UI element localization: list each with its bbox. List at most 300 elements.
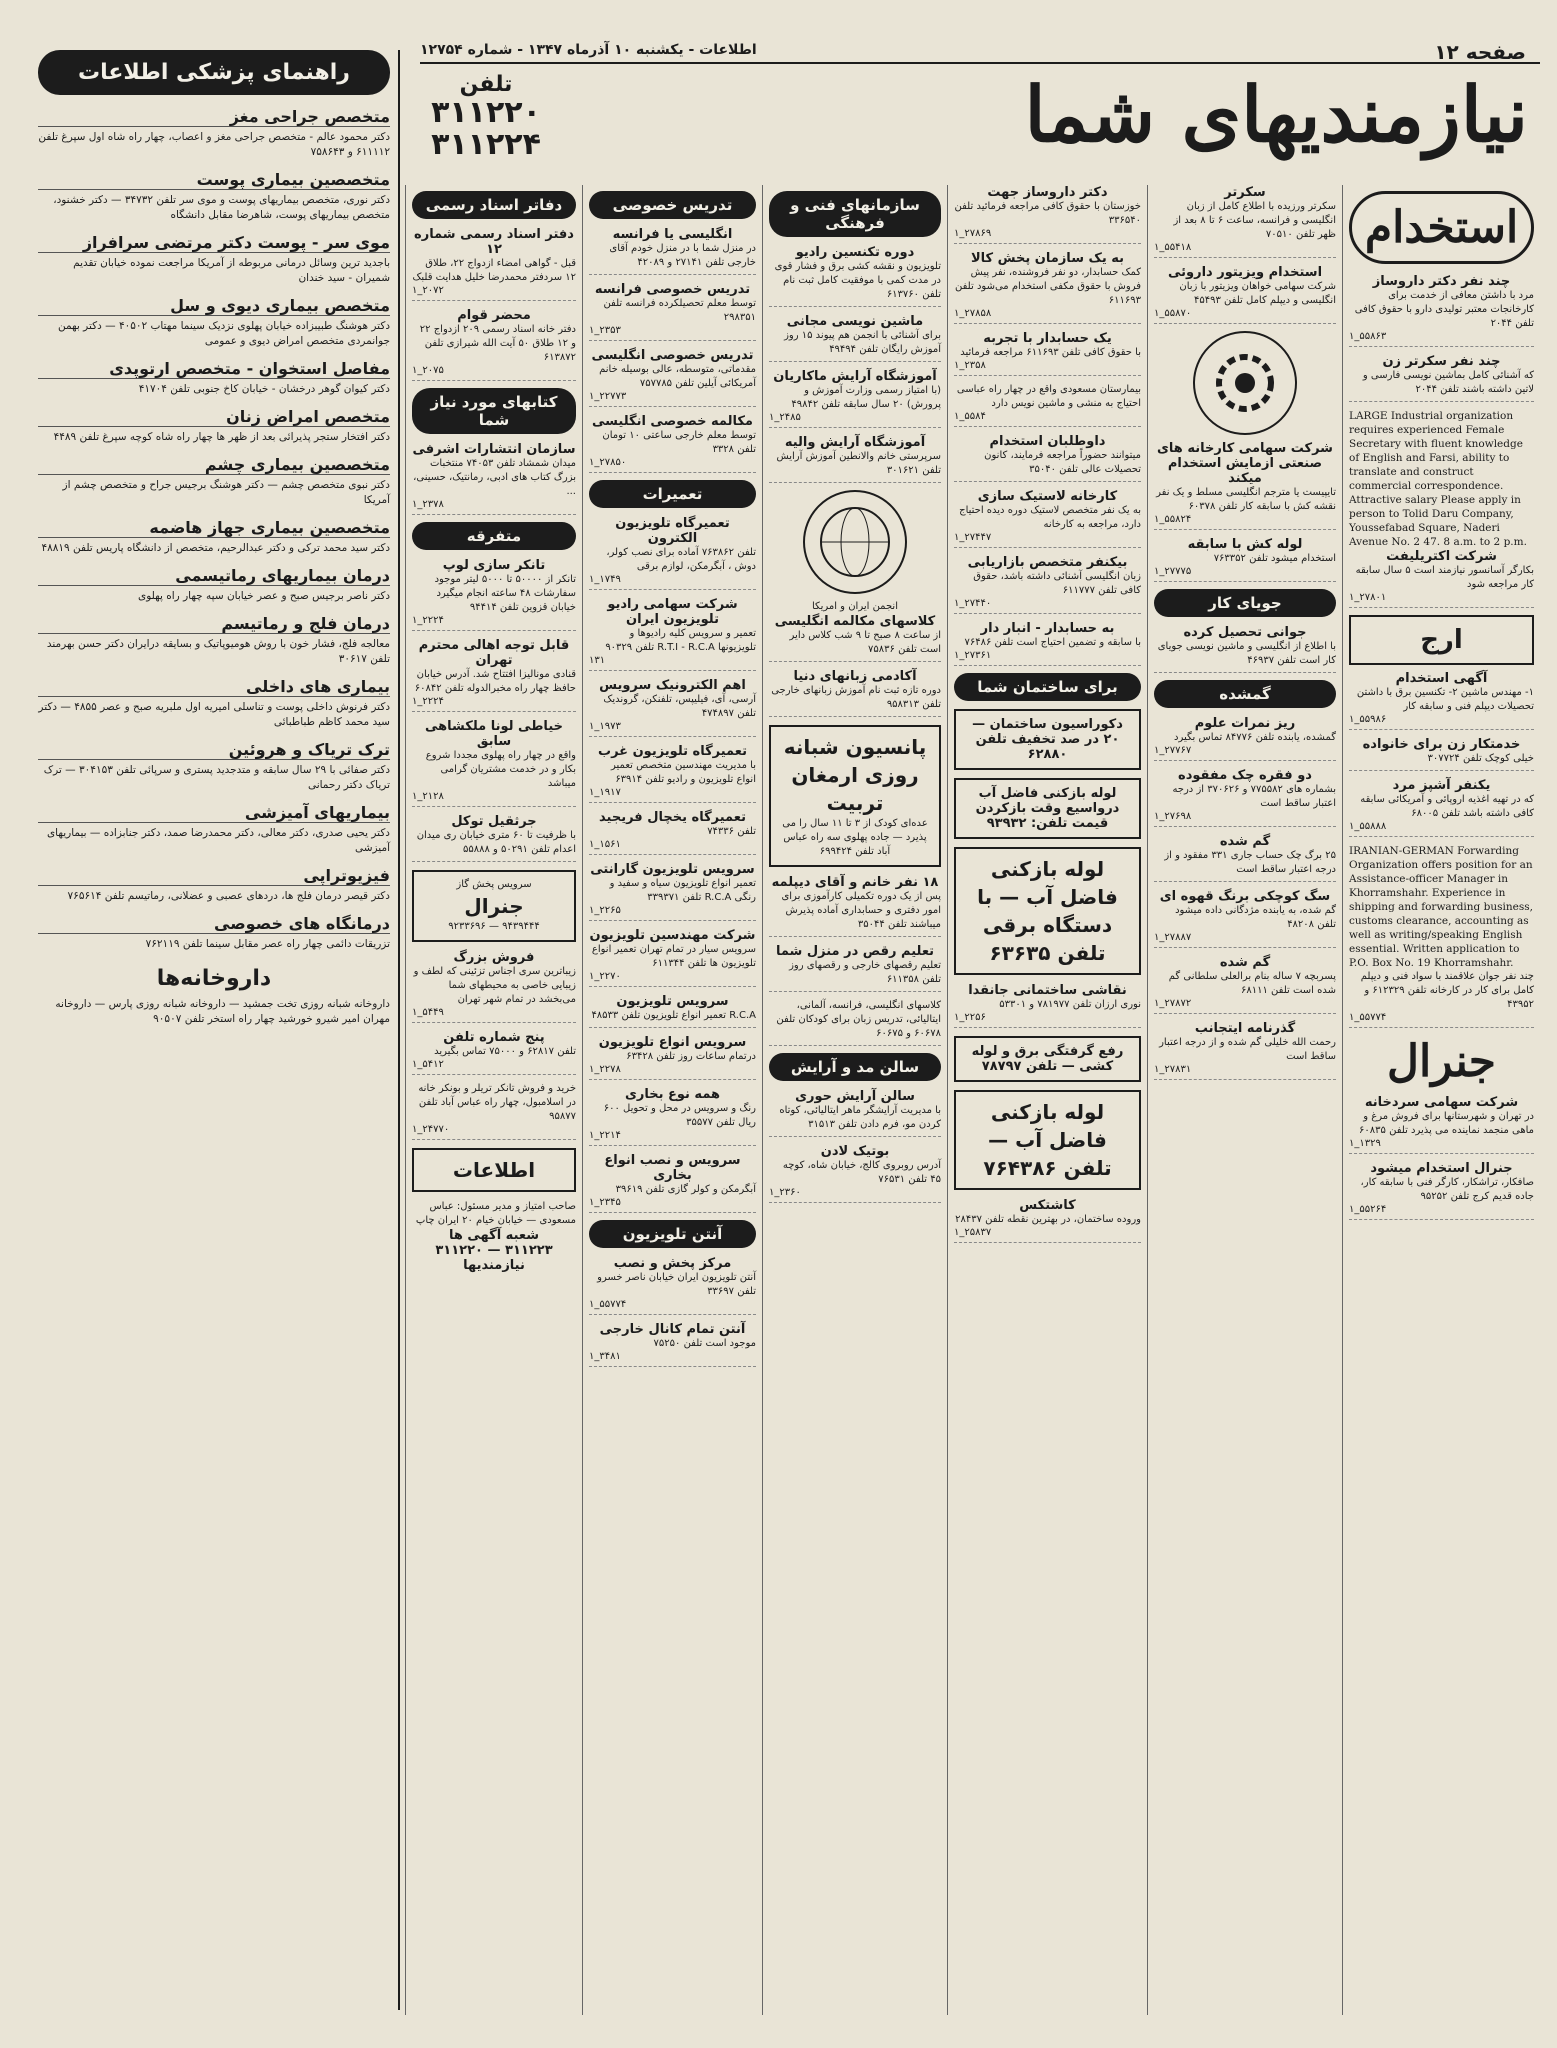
classified-ad	[412, 308, 576, 381]
ad-code: ۵۵۸۷۰_۱	[1154, 308, 1192, 319]
arj-logo: ارج	[1349, 615, 1534, 665]
classified-ad	[1154, 834, 1336, 882]
ad-list	[1154, 716, 1336, 1080]
medical-section-body: دکتر محمود عالم - متخصص جراحی مغز و اعصاب، چهار راه شاه اول سپرغ تلفن ۶۱۱۱۱۲ و ۷۵۸۶۴۳	[38, 131, 390, 158]
category-header: سالن مد و آرایش	[769, 1053, 941, 1081]
ad-body: با حقوق کافی تلفن ۶۱۱۶۹۳ مراجعه فرمائید	[960, 347, 1141, 358]
ad-body: گم شده، به یابنده مژدگانی داده میشود تلفن ۴۸۲۰۸	[1175, 905, 1336, 930]
ad-title: استخدام ویزیتور داروئی	[1167, 265, 1323, 280]
ad-body: آرسی، آی، فیلیپس، تلفنکن، گروندیک تلفن ۴۷۴۸۹۷	[603, 694, 756, 719]
medical-section	[38, 359, 390, 397]
ad-list	[589, 1256, 756, 1367]
classified-ad	[589, 227, 756, 275]
ad-title: سازمان انتشارات اشرفی	[412, 442, 576, 457]
ad-body: موجود است تلفن ۷۵۲۵۰	[653, 1338, 756, 1349]
classified-ad	[1154, 1021, 1336, 1080]
ettelaat-logo: اطلاعات	[452, 1158, 536, 1182]
medical-section-title: ترک تریاک و هروئین	[38, 740, 390, 760]
ad-code: ۲۰۷۵_۱	[412, 365, 444, 376]
medical-section-body: دکتر یحیی صدری، دکتر معالی، دکتر محمدرضا صمد، دکتر جنابزاده — بیماریهای آمیزشی	[46, 827, 390, 854]
ad-title: پنج شماره تلفن	[443, 1030, 545, 1045]
electric-ad-box	[954, 1036, 1141, 1082]
medical-section	[38, 407, 390, 445]
classified-ad	[1154, 889, 1336, 948]
logo-caption: شرکت سهامی کارخانه های صنعتی ازمایش استخدام میکند	[1157, 441, 1333, 486]
medical-section-title: مفاصل استخوان - متخصص ارتوپدی	[38, 359, 390, 379]
ad-body: سرویس سیار در تمام تهران تعمیر انواع تلویزیون ها تلفن ۶۱۱۳۴۴	[591, 944, 756, 969]
classified-ad	[1349, 354, 1534, 402]
medical-section-title: متخصصین بیماری جهاز هاضمه	[38, 518, 390, 538]
medical-guide-column	[38, 50, 400, 2010]
ad-title: تعمیرگاه یخچال فریجید	[599, 810, 746, 825]
telephone-box	[426, 72, 546, 161]
ad-title: دو فقره چک مفقوده	[1178, 768, 1312, 783]
ad-body: با اطلاع از انگلیسی و ماشین نویسی جویای کار است تلفن ۴۶۹۳۷	[1157, 641, 1336, 666]
ad-title: خدمتکار زن برای خانواده	[1362, 737, 1521, 752]
ad-code: ۲۷۸۸۷_۱	[1154, 932, 1192, 943]
ad-code: ۲۵۸۳۷_۱	[954, 1227, 992, 1238]
ad-title: قابل توجه اهالی محترم تهران	[418, 638, 570, 668]
ad-body: بشماره های ۷۷۵۵۸۲ و ۳۷۰۶۲۶ از درجه اعتبار ساقط است	[1172, 784, 1336, 809]
telephone-label: تلفن	[459, 72, 513, 97]
gear-logo-icon	[1193, 331, 1297, 435]
ad-code: ۱۵۶۱_۱	[589, 839, 621, 850]
ad-body: تعلیم رقصهای خارجی و رقصهای روز تلفن ۶۱۱۳۵۸	[789, 960, 941, 985]
ad-title: تعمیرگاه تلویزیون غرب	[598, 744, 747, 759]
ad-body: چند نفر جوان علاقمند با سواد فنی و دیپلم کامل برای کار در کارخانه تلفن ۶۱۲۳۲۹ و ۴۳۹۵۲	[1360, 971, 1534, 1010]
gas-tel: ۹۴۳۹۴۴۴ — ۹۲۳۳۶۹۶	[448, 921, 540, 932]
medical-guide-heading: راهنمای پزشکی اطلاعات	[38, 50, 390, 95]
classified-ad	[954, 555, 1141, 614]
ad-body: آبگرمکن و کولر گازی تلفن ۳۹۶۱۹	[615, 1184, 756, 1195]
ad-code: ۲۷۴۴۷_۱	[954, 532, 992, 543]
ad-body: بکارگر آسانسور نیازمند است ۵ سال سابقه کار مراجعه شود	[1355, 565, 1534, 590]
ad-body: تلفن ۷۴۳۳۶	[707, 826, 756, 837]
ad-title: گم شده	[1219, 834, 1271, 849]
ad-body: آدرس روبروی کالج، خیابان شاه، کوچه ۴۵ تلفن ۷۶۵۳۱	[782, 1160, 941, 1185]
ad-title: آموزشگاه آرایش ماکاریان	[773, 369, 937, 384]
building-ad-box	[954, 709, 1141, 770]
ad-title: محضر قوام	[457, 308, 531, 323]
medical-section-title: بیماریهای آمیزشی	[38, 803, 390, 823]
ad-title: تدریس خصوصی فرانسه	[594, 282, 751, 297]
medical-section-title: بیماری های داخلی	[38, 677, 390, 697]
classified-ad	[769, 1144, 941, 1203]
ad-body: ۱- مهندس ماشین ۲- تکنسین برق با داشتن تحصیلات دیپلم فنی و سابقه کار	[1356, 687, 1534, 712]
plumbing-ad-box	[954, 847, 1141, 975]
ad-body: وروده ساختمان، در بهترین نقطه تلفن ۲۸۴۳۷	[955, 1214, 1141, 1225]
medical-section-body: باجدید ترین وسائل درمانی مربوطه از آمریکا مراجعت نموده خیابان تقدیم شمیران - سید خندان	[73, 257, 390, 284]
ad-code: ۵۴۱۲_۱	[412, 1059, 444, 1070]
column-employment	[1342, 185, 1540, 2015]
classified-ad	[1349, 778, 1534, 837]
classified-ad	[1154, 716, 1336, 761]
ad-code: ۵۵۷۷۴_۱	[1349, 1012, 1387, 1023]
classified-ad	[769, 875, 941, 937]
classified-ad	[589, 862, 756, 921]
medical-section-title: درمان فلج و رماتیسم	[38, 614, 390, 634]
ad-title: به یک سازمان پخش کالا	[971, 251, 1124, 266]
medical-sections	[38, 107, 390, 952]
classified-ad	[589, 810, 756, 855]
category-header: تعمیرات	[589, 480, 756, 508]
column-organizations	[762, 185, 947, 2015]
ad-code: ۲۷۸۶۹_۱	[954, 228, 992, 239]
ad-body: آنتن تلویزیون ایران خیابان ناصر خسرو تلفن ۳۳۶۹۷	[597, 1272, 756, 1297]
ad-title: سکرتر	[1224, 185, 1266, 200]
ad-list	[412, 950, 576, 1140]
category-header: دفاتر اسناد رسمی	[412, 191, 576, 219]
category-header: تدریس خصوصی	[589, 191, 756, 219]
medical-section-body: دکتر ناصر برجیس صبح و عصر خیابان سپه چهار راه پهلوی	[138, 590, 390, 602]
ad-code: ۱۹۱۷_۱	[589, 787, 621, 798]
classified-ad	[589, 994, 756, 1028]
ad-code: ۱۳۲۹_۱	[1349, 1138, 1381, 1149]
ad-title: بیکنفر متخصص بازاریابی	[967, 555, 1128, 570]
ad-body: کمک حسابدار، دو نفر فروشنده، نفر پیش فروش با حقوق مکفی استخدام می‌شود تلفن ۶۱۱۶۹۳	[955, 267, 1141, 306]
ad-list	[1349, 1095, 1534, 1220]
ad-list	[769, 614, 941, 717]
dateline: اطلاعات - یکشنبه ۱۰ آذرماه ۱۳۴۷ - شماره ۱۲۷۵۴	[420, 42, 757, 58]
ad-list	[1154, 185, 1336, 324]
classified-ad	[769, 245, 941, 307]
medical-section-title: درمان بیماریهای رماتیسمی	[38, 566, 390, 586]
ad-title: سرویس تلویزیون گارانتی	[590, 862, 755, 877]
ad-body: تعمیر و سرویس کلیه رادیوها و تلویزیونها R.T.I - R.C.A تلفن ۹۰۳۲۹	[605, 628, 756, 653]
ad-list	[769, 245, 941, 483]
ad-code: ۳۴۸۱_۱	[589, 1351, 621, 1362]
ad-title: خیاطی لونا ملکشاهی سابق	[425, 719, 563, 749]
ad-body: توسط معلم تحصیلکرده فرانسه تلفن ۲۹۸۳۵۱	[603, 298, 756, 323]
ad-list	[412, 442, 576, 515]
ad-body: دوره تازه ثبت نام آموزش زبانهای خارجی تلفن ۹۵۸۳۱۳	[771, 685, 941, 710]
ad-code: ۱۹۷۳_۱	[589, 721, 621, 732]
ad-code: ۲۳۶۰_۱	[769, 1187, 801, 1198]
classified-ad	[1349, 737, 1534, 771]
category-header: کتابهای مورد نیاز شما	[412, 388, 576, 434]
ad-code: ۲۳۵۳_۱	[589, 325, 621, 336]
ad-title: گم شده	[1219, 955, 1271, 970]
ad-body: با ظرفیت تا ۶۰ متری خیابان ری میدان اعدام تلفن ۵۰۲۹۱ و ۵۵۸۸۸	[416, 830, 576, 855]
ad-body: از ساعت ۸ صبح تا ۹ شب کلاس دایر است تلفن ۷۵۸۳۶	[789, 630, 941, 655]
classified-ad	[954, 331, 1141, 376]
ad-code: ۲۷۸۰۱_۱	[1349, 592, 1387, 603]
box-text: رفع گرفتگی برق و لوله کشی — تلفن ۷۸۷۹۷	[971, 1044, 1124, 1074]
classified-ad	[1154, 185, 1336, 258]
ad-title: به حسابدار - انبار دار	[980, 621, 1115, 636]
box-text: لوله بازکنی فاضل آب — تلفن ۷۶۴۳۸۶	[983, 1100, 1112, 1180]
classified-ad	[954, 621, 1141, 666]
ad-body: خیلی کوچک تلفن ۳۰۷۷۲۴	[1427, 753, 1534, 764]
classified-ad	[589, 282, 756, 341]
ad-title: چند نفر دکتر داروساز	[1372, 274, 1511, 289]
classified-ad	[412, 1030, 576, 1075]
category-header: برای ساختمان شما	[954, 673, 1141, 701]
ad-list	[769, 1089, 941, 1203]
ad-title: مکالمه خصوصی انگلیسی	[592, 414, 753, 429]
ad-code: ۲۳۵۸_۱	[954, 360, 986, 371]
ad-list	[1154, 625, 1336, 673]
classified-ad	[1349, 549, 1534, 608]
ad-list	[412, 227, 576, 381]
ad-title: آکادمی زبانهای دنیا	[793, 669, 917, 684]
ad-title: چند نفر سکرتر زن	[1382, 354, 1501, 369]
classified-ad	[589, 348, 756, 407]
medical-section-body: دکتر فرنوش داخلی پوست و تناسلی امیریه اول ملبریه صبح و عصر ۴۸۵۵ — دکتر سید محمد کاظم طباطبائی	[38, 701, 390, 728]
ad-code: ۵۴۴۹_۱	[412, 1007, 444, 1018]
medical-section-body: دکتر نوری، متخصص بیماریهای پوست و موی سر تلفن ۳۴۷۳۲ — دکتر خشنود، متخصص بیماریهای پوست، شاهرضا مقابل دانشگاه	[53, 194, 390, 221]
ad-title: ماشین نویسی مجانی	[786, 314, 924, 329]
classified-ad	[412, 1082, 576, 1140]
ad-title: شرکت اکتریلیفت	[1386, 549, 1497, 564]
classified-ad	[769, 999, 941, 1046]
ad-code: ۲۷۳۶۱_۱	[954, 650, 992, 661]
medical-section-title: متخصصین بیماری چشم	[38, 455, 390, 475]
medical-section	[38, 614, 390, 667]
column-employment-2	[947, 185, 1147, 2015]
ad-code: ۲۷۸۳۱_۱	[1154, 1064, 1192, 1075]
ad-title: جنرال استخدام میشود	[1370, 1161, 1513, 1176]
classified-ad	[589, 1087, 756, 1146]
ad-title: کاشتکس	[1019, 1198, 1076, 1213]
classified-ad	[589, 678, 756, 737]
ad-phone: ۳۱۱۲۲۳ — ۳۱۱۲۲۰	[435, 1243, 553, 1258]
ad-body: R.C.A تعمیر انواع تلویزیون تلفن ۴۸۵۳۳	[591, 1010, 756, 1021]
pharmacy-list: داروخانه شبانه روزی تخت جمشید — داروخانه شبانه روزی پارس — داروخانه مهران امیر شیرو خورشید چهار راه استخر تلفن ۹۰۵۰۷	[55, 998, 390, 1025]
medical-section-title: متخصص بیماری دیوی و سل	[38, 296, 390, 316]
medical-section-body: دکتر سید محمد ترکی و دکتر عبدالرحیم، متخصص از دانشگاه پاریس تلفن ۴۸۸۱۹	[41, 542, 390, 554]
classified-ad	[1349, 970, 1534, 1028]
gas-ad-box	[412, 870, 576, 942]
classified-ad	[412, 814, 576, 862]
ad-code: ۲۳۴۵_۱	[589, 1197, 621, 1208]
ad-code: ۲۴۷۷۰_۱	[412, 1124, 450, 1135]
employment-heading: استخدام	[1349, 191, 1534, 264]
classified-ad	[769, 369, 941, 428]
gas-brand: جنرال	[464, 894, 524, 918]
ad-body: خرید و فروش تانکر تریلر و بونکر خانه در اسلامبول، چهار راه عباس آباد تلفن ۹۵۸۷۷	[418, 1083, 576, 1122]
classified-ad	[589, 744, 756, 803]
medical-section	[38, 803, 390, 856]
classified-ad	[589, 1256, 756, 1315]
category-header: آنتن تلویزیون	[589, 1220, 756, 1248]
ad-code: ۱۷۴۹_۱	[589, 574, 621, 585]
medical-section	[38, 914, 390, 952]
pharmacy-heading: داروخانه‌ها	[156, 966, 272, 991]
medical-section-body: دکتر افتخار ستجر پذیرائی بعد از ظهر ها چهار راه شاه کوچه سپرغ تلفن ۴۴۸۹	[53, 431, 390, 443]
medical-section-title: درمانگاه های خصوصی	[38, 914, 390, 934]
classified-ad	[769, 435, 941, 483]
ad-body: که در تهیه اغذیه اروپائی و آمریکائی سابقه کافی داشته باشد تلفن ۶۸۰۰۵	[1360, 794, 1534, 819]
page-number: صفحه ۱۲	[1434, 40, 1526, 64]
ad-code: ۲۷۴۴۰_۱	[954, 598, 992, 609]
ad-code: ۵۵۹۸۶_۱	[1349, 714, 1387, 725]
ad-code: ۵۵۸۲۴_۱	[1154, 514, 1192, 525]
classified-ad	[1349, 1161, 1534, 1220]
classified-ad	[954, 251, 1141, 324]
ad-title: سگ کوچکی برنگ قهوه ای	[1159, 889, 1331, 904]
ad-body: سرپرستی خانم والانطین آموزش آرایش تلفن ۳۰۱۶۲۱	[776, 451, 941, 476]
medical-section-body: دکتر نبوی متخصص چشم — دکتر هوشنگ برجیس جراح و متخصص چشم از آمریکا	[62, 479, 390, 506]
pension-title: پانسیون شبانه روزی ارمغان تربیت	[783, 735, 927, 815]
medical-section	[38, 233, 390, 286]
ad-body: بیمارستان مسعودی واقع در چهار راه عباسی احتیاج به منشی و ماشین نویس دارد	[956, 384, 1141, 409]
ad-body: رحمت الله خلیلی گم شده و از درجه اعتبار ساقط است	[1159, 1037, 1336, 1062]
ad-code: ۲۲۷۸_۱	[589, 1064, 621, 1075]
medical-section	[38, 740, 390, 793]
classified-ad	[412, 227, 576, 301]
classified-ad	[412, 950, 576, 1023]
box-text: لوله بازکنی فاضل آب درواسیع وقت بازکردن قیمت تلفن: ۹۳۹۳۲	[975, 786, 1120, 831]
medical-section	[38, 566, 390, 604]
ad-list	[589, 227, 756, 473]
category-header: گمشده	[1154, 680, 1336, 708]
medical-section-title: متخصصین بیماری پوست	[38, 170, 390, 190]
ad-title: ۱۸ نفر خانم و آقای دیپلمه	[771, 875, 939, 890]
ad-title: شرکت سهامی سردخانه	[1364, 1095, 1519, 1110]
medical-section-body: دکتر صفائی با ۲۹ سال سابقه و متدجدید پستری و سرپائی تلفن ۳۰۴۱۵۳ — ترک تریاک دکتر رحمانی	[43, 764, 390, 791]
pension-body: عده‌ای کودک از ۳ تا ۱۱ سال را می پذیرد — جاده پهلوی سه راه عباس آباد تلفن ۶۹۹۴۲۴	[782, 818, 928, 857]
ad-code: ۲۷۷۷۵_۱	[1154, 566, 1192, 577]
ad-body: با مدیریت آرایشگر ماهر ایتالیائی، کوتاه کردن مو، فرم دادن تلفن ۳۱۵۱۳	[779, 1105, 941, 1130]
classified-ad	[412, 558, 576, 631]
ad-list	[954, 185, 1141, 666]
medical-section-title: فیزیوتراپی	[38, 866, 390, 886]
ad-body: میتوانند حضوراً مراجعه فرمایند، کانون تحصیلات عالی تلفن ۳۵۰۴۰	[984, 450, 1141, 475]
ad-body: در تهران و شهرستانها برای فروش مرغ و ماهی منجمد نماینده می پذیرد تلفن ۶۰۸۳۵	[1359, 1111, 1534, 1136]
ad-body: برای آشنائی با انجمن هم پیوند ۱۵ روز آموزش رایگان تلفن ۴۹۴۹۴	[784, 330, 941, 355]
ad-code: ۲۲۷۷۳_۱	[589, 391, 627, 402]
ad-title: تانکر سازی لوپ	[442, 558, 546, 573]
ad-list	[1349, 549, 1534, 608]
section-title: نیازمندیهای شما	[1024, 70, 1528, 159]
ad-title: نقاشی ساختمانی جانقدا	[968, 983, 1127, 998]
classified-ad	[589, 1322, 756, 1367]
ad-title: سرویس و نصب انواع بخاری	[604, 1153, 741, 1183]
ad-title: جوانی تحصیل کرده	[1183, 625, 1307, 640]
ad-list	[1349, 671, 1534, 837]
telephone-number-1: ۳۱۱۲۲۰	[431, 95, 541, 130]
ad-body: شرکت سهامی خواهان ویزیتور با زبان انگلیسی و دیپلم کامل تلفن ۴۵۴۹۳	[1179, 281, 1336, 306]
classified-ad	[1349, 1095, 1534, 1154]
ad-title: یک حسابدار با تجربه	[983, 331, 1112, 346]
ad-list	[412, 558, 576, 862]
classified-ad	[954, 983, 1141, 1028]
ad-body: با مدیریت مهندسین متخصص تعمیر انواع تلویزیون و رادیو تلفن ۶۳۹۱۴	[611, 760, 756, 785]
ad-title: شرکت سهامی رادیو تلویزیون ایران	[607, 597, 738, 627]
classified-ad	[412, 719, 576, 807]
ad-title: دکتر داروساز جهت	[987, 185, 1108, 200]
ad-title: سالن آرایش حوری	[795, 1089, 915, 1104]
ad-title: تعمیرگاه تلویزیون الکترون	[615, 516, 730, 546]
ad-title: تعلیم رقص در منزل شما	[775, 944, 935, 959]
ad-body: قنادی مونالیزا افتتاح شد. آدرس خیابان حافظ چهار راه مخبرالدوله تلفن ۶۰۸۴۲	[414, 669, 576, 694]
ad-body: تایپیست یا مترجم انگلیسی مسلط و یک نفر نقشه کش با سابقه کار تلفن ۶۰۳۷۸	[1156, 487, 1336, 512]
ad-body: با سابقه و تضمین احتیاج است تلفن ۷۶۴۸۶	[964, 637, 1141, 648]
ad-list	[1349, 970, 1534, 1028]
medical-section	[38, 518, 390, 556]
medical-section-body: معالجه فلج، فشار خون با روش هومیوپاتیک و بسایقه درایران دکتر حسن بهرمند تلفن ۳۰۶۱۷	[46, 638, 390, 665]
classified-ad	[769, 944, 941, 992]
ad-code: ۵۵۸۸۸_۱	[1349, 821, 1387, 832]
medical-section	[38, 170, 390, 223]
medical-section-body: دکتر کیوان گوهر درخشان - خیابان کاخ جنوبی تلفن ۴۱۷۰۴	[138, 383, 390, 395]
classified-ad	[412, 442, 576, 515]
column-tutoring	[582, 185, 762, 2015]
ad-title: اهم الکترونیک سرویس	[599, 678, 746, 693]
ad-list	[954, 983, 1141, 1028]
ad-code: ۲۷۷۶۷_۱	[1154, 745, 1192, 756]
classified-ad	[954, 1198, 1141, 1243]
ad-code: ۲۷۶۹۸_۱	[1154, 811, 1192, 822]
box-text: لوله بازکنی فاضل آب — با دستگاه برقی تلفن ۶۳۶۳۵	[977, 857, 1118, 965]
medical-section	[38, 455, 390, 508]
ad-title: مرکز پخش و نصب	[613, 1256, 732, 1271]
ad-title: تدریس خصوصی انگلیسی	[591, 348, 754, 363]
ad-body: توسط معلم خارجی ساعتی ۱۰ تومان تلفن ۳۳۲۸	[602, 430, 756, 455]
ad-title: دفتر اسناد رسمی شماره ۱۲	[414, 227, 574, 257]
classified-ad	[1349, 274, 1534, 347]
ad-body: پسربچه ۷ ساله بنام برالعلی سلطانی گم شده است تلفن ۶۸۱۱۱	[1168, 971, 1336, 996]
plumbing-ad-box	[954, 778, 1141, 839]
ad-body: قبل - گواهی امضاء ازدواج ۲۲، طلاق ۱۲ سردفتر محمدرضا خلیل هدایت قلبک	[412, 258, 576, 283]
ad-title: سرویس انواع تلویزیون	[598, 1035, 747, 1050]
top-rule	[420, 40, 1540, 64]
ad-title: همه نوع بخاری	[624, 1087, 721, 1102]
ad-code: ۲۴۸۵_۱	[769, 412, 801, 423]
ad-title: آگهی استخدام	[1395, 671, 1488, 686]
category-header: جویای کار	[1154, 589, 1336, 617]
ad-body: در منزل شما با در منزل خودم آقای خارجی تلفن ۲۷۱۴۱ و ۴۲۰۸۹	[609, 243, 756, 268]
ad-code: ۲۲۵۶_۱	[954, 1012, 986, 1023]
classified-ad	[769, 314, 941, 362]
classified-ad	[1154, 768, 1336, 827]
ad-list	[954, 1198, 1141, 1243]
ad-body: پس از یک دوره تکمیلی کارآموزی برای امور دفتری و حسابداری آماده پذیرش میباشند تلفن ۳۵۰۴۴	[781, 891, 941, 930]
ad-code: ۲۷۸۷۲_۱	[1154, 998, 1192, 1009]
classified-ad	[589, 928, 756, 987]
ad-body: تانکر از ۵۰۰۰۰ تا ۵۰۰۰ لیتر موجود سفارشات ۴۸ ساعته انجام میگیرد خیابان قزوین تلفن ۹۴۴۱۴	[434, 574, 576, 613]
ad-body: صافکار، تراشکار، کارگر فنی با سابقه کار، جاده قدیم کرج تلفن ۹۵۲۵۲	[1360, 1177, 1534, 1202]
ad-title: سرویس تلویزیون	[616, 994, 729, 1009]
ad-body: میدان شمشاد تلفن ۷۴۰۵۳ منتخبات بزرگ کتاب های ادبی، رمانتیک، حسینی، ...	[413, 458, 576, 497]
ad-body: تعمیر انواع تلویزیون سیاه و سفید و رنگی R.C.A تلفن ۳۳۹۳۷۱	[609, 878, 756, 903]
ad-body: کلاسهای انگلیسی، فرانسه، آلمانی، ایتالیائی، تدریس زبان برای کودکان تلفن ۶۰۶۷۸ و ۶۰۶۷۵	[776, 1000, 941, 1039]
ad-list	[769, 875, 941, 992]
column-notaries	[405, 185, 582, 2015]
ad-body: (با امتیاز رسمی وزارت آموزش و پرورش) ۲۰ سال سابقه تلفن ۴۹۸۴۲	[791, 385, 941, 410]
ettelaat-box	[412, 1148, 576, 1192]
ad-code: ۲۷۸۵۰_۱	[589, 457, 627, 468]
ad-phone-label: شعبه آگهی ها	[448, 1228, 539, 1243]
classified-ad	[1154, 955, 1336, 1014]
ad-code: ۲۳۷۸_۱	[412, 499, 444, 510]
medical-section-title: موی سر - پوست دکتر مرتضی سرافراز	[38, 233, 390, 253]
ad-title: یکنفر آشپز مرد	[1392, 778, 1491, 793]
ad-list	[769, 999, 941, 1046]
ad-body: رنگ و سرویس در محل و تحویل ۶۰۰ ریال تلفن ۳۵۵۷۷	[603, 1103, 756, 1128]
ad-code: ۲۲۶۵_۱	[589, 905, 621, 916]
classified-ad	[589, 516, 756, 590]
ad-body: واقع در چهار راه پهلوی مجددا شروع بکار و در خدمت مشتریان گرامی میباشد	[425, 750, 576, 789]
ad-body: مقدماتی، متوسطه، عالی بوسیله خانم آمریکائی آیلین تلفن ۷۵۷۷۸۵	[599, 364, 756, 389]
category-header: سازمانهای فنی و فرهنگی	[769, 191, 941, 237]
need-label: نیازمندیها	[463, 1258, 525, 1273]
ad-list	[1349, 274, 1534, 402]
ad-body: استخدام میشود تلفن ۷۶۳۳۵۲	[1213, 553, 1336, 564]
ad-title: شرکت مهندسین تلویزیون	[589, 928, 756, 943]
ad-code: ۲۲۷۰_۱	[589, 971, 621, 982]
